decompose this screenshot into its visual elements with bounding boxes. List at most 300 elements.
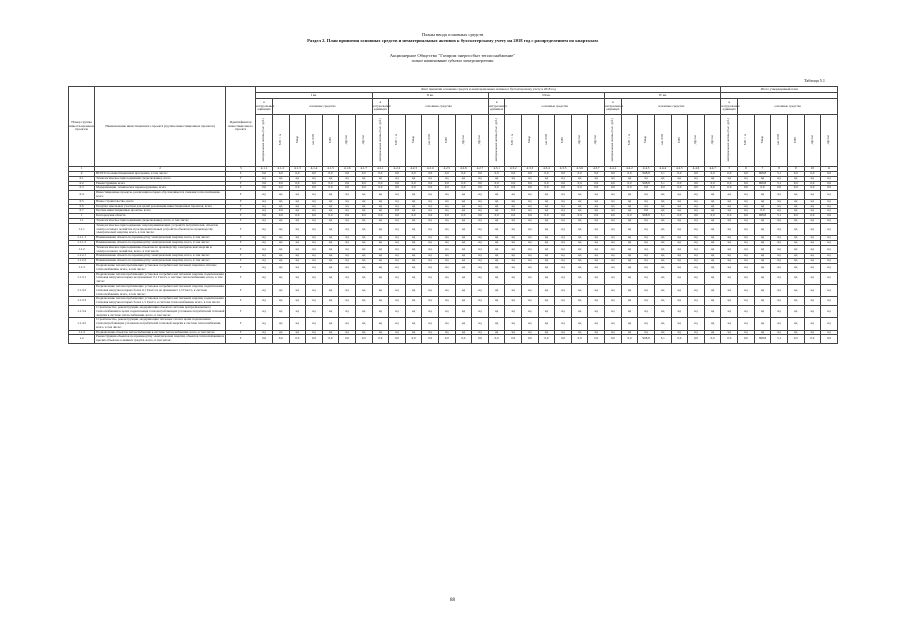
data-cell: нд <box>771 209 788 214</box>
subcol-label: МВт <box>676 136 681 143</box>
index-cell: 4.2.1 <box>372 167 389 172</box>
data-cell: нд <box>372 254 389 259</box>
data-cell: нд <box>654 284 671 296</box>
data-cell: нд <box>754 263 771 272</box>
data-cell: нд <box>438 330 455 335</box>
data-cell: нд <box>754 330 771 335</box>
data-cell: нд <box>638 204 655 209</box>
data-cell: 0,0 <box>538 335 555 344</box>
data-cell: 0,0 <box>306 186 323 191</box>
group-money: в натуральных единицах <box>721 99 738 115</box>
row-name: Наименование объекта по производству электрической энергии, всего, в том числе: <box>95 236 226 241</box>
index-cell: 4.3.5 <box>555 167 572 172</box>
data-cell: нд <box>256 176 273 181</box>
row-number: 1.1.4.5 <box>69 318 95 330</box>
data-cell: 0,0 <box>738 186 755 191</box>
row-name: Технологическое присоединение энергопринимающих устройств потребителей, объектов электросетевого хозяйства и распределительных устройств объектов по производству электрической энергии, всего, в том числе: <box>95 223 226 235</box>
row-id: Г <box>226 172 256 177</box>
data-cell: 0,0 <box>605 186 622 191</box>
subcol-header <box>389 115 406 167</box>
index-cell: 4.2.7 <box>472 167 489 172</box>
data-cell: 0,0 <box>538 186 555 191</box>
data-cell: нд <box>771 272 788 284</box>
data-cell: нд <box>355 236 372 241</box>
subcol-header <box>571 115 588 167</box>
data-cell: 0,0 <box>355 172 372 177</box>
data-cell: нд <box>804 330 821 335</box>
data-cell: 0,0 <box>738 181 755 186</box>
data-cell: нд <box>389 259 406 264</box>
data-cell: нд <box>621 284 638 296</box>
data-cell: 0,0 <box>787 214 804 219</box>
data-cell: 0,0 <box>455 186 472 191</box>
data-cell: нд <box>671 204 688 209</box>
data-cell: 0,0 <box>704 181 721 186</box>
data-cell: нд <box>771 218 788 223</box>
document-title: Планы ввода основных средств <box>421 32 484 37</box>
data-cell: 0,0 <box>522 214 539 219</box>
data-cell: 5,1 <box>654 214 671 219</box>
data-cell: 0,0 <box>621 335 638 344</box>
table-row <box>69 263 838 272</box>
data-cell: нд <box>555 305 572 317</box>
data-cell: нд <box>638 176 655 181</box>
data-cell: нд <box>339 240 356 245</box>
data-cell: 0,0 <box>821 186 838 191</box>
row-number: 0.2 <box>69 181 95 186</box>
data-cell: нд <box>505 318 522 330</box>
data-cell: 0,0 <box>804 214 821 219</box>
data-cell: нд <box>671 272 688 284</box>
data-cell: нд <box>256 199 273 204</box>
data-cell: нд <box>505 305 522 317</box>
data-cell: 0,0 <box>787 335 804 344</box>
subcol-label: Другое <box>344 134 349 145</box>
data-cell: нд <box>272 263 289 272</box>
data-cell: 0,0 <box>754 209 771 214</box>
table-row <box>69 272 838 284</box>
data-cell: 5,1 <box>771 181 788 186</box>
data-cell: нд <box>405 259 422 264</box>
data-cell: нд <box>306 199 323 204</box>
row-number: 0.5 <box>69 199 95 204</box>
index-cell: 4.3.3 <box>522 167 539 172</box>
data-cell: нд <box>505 245 522 254</box>
data-cell: нд <box>522 191 539 200</box>
data-cell: нд <box>256 259 273 264</box>
data-cell: нд <box>522 236 539 241</box>
data-cell: нд <box>522 223 539 235</box>
data-cell: нд <box>472 318 489 330</box>
subcol-label: МВт <box>443 136 448 143</box>
data-cell: 0,0 <box>505 335 522 344</box>
data-cell: нд <box>605 305 622 317</box>
subcol-header <box>289 115 306 167</box>
row-name: Строительство, реконструкция, модернизация объектов системы централизованного теплоснабжения в целях подключения теплопотребляющих установок потребителей тепловой энергии к системе теплоснабжения, всего, в том числе: <box>96 304 225 317</box>
index-cell: 3 <box>226 167 256 172</box>
data-cell: нд <box>355 284 372 296</box>
data-cell: 0,0 <box>522 186 539 191</box>
data-cell: нд <box>306 284 323 296</box>
data-cell: нд <box>754 240 771 245</box>
data-cell: нд <box>605 204 622 209</box>
row-number: 1.1.1 <box>69 223 95 235</box>
data-cell: нд <box>322 236 339 241</box>
data-cell: нд <box>505 204 522 209</box>
data-cell: нд <box>721 204 738 209</box>
data-cell: 0,0 <box>488 214 505 219</box>
data-cell: нд <box>638 254 655 259</box>
data-cell: нд <box>821 330 838 335</box>
data-cell: 0,0 <box>605 181 622 186</box>
row-name: Подключение объектов теплоснабжения к системе теплоснабжения, всего, в том числе: <box>95 330 226 335</box>
row-number: 1.1.3.3 <box>69 297 95 306</box>
data-cell: 0,0 <box>588 214 605 219</box>
subcol-label: Другое <box>477 134 482 145</box>
data-cell: нд <box>571 254 588 259</box>
data-cell: 0,0 <box>322 186 339 191</box>
table-row <box>69 305 838 317</box>
data-cell: нд <box>372 318 389 330</box>
data-cell: нд <box>588 191 605 200</box>
data-cell: нд <box>555 199 572 204</box>
data-cell: нд <box>771 245 788 254</box>
data-cell: 0,0 <box>455 172 472 177</box>
data-cell: нд <box>538 259 555 264</box>
data-cell: нд <box>654 330 671 335</box>
data-cell: нд <box>339 305 356 317</box>
data-cell: 0,0 <box>322 181 339 186</box>
data-cell: 0,0 <box>405 335 422 344</box>
data-cell: нд <box>771 204 788 209</box>
row-number: 1.1 <box>69 218 95 223</box>
data-cell: 0,0 <box>605 335 622 344</box>
data-cell: 0,0 <box>339 335 356 344</box>
data-cell: нд <box>339 199 356 204</box>
data-cell: нд <box>256 263 273 272</box>
data-cell: 0,0 <box>372 172 389 177</box>
data-cell: нд <box>688 263 705 272</box>
data-cell: нд <box>605 263 622 272</box>
data-cell: 0,0 <box>754 186 771 191</box>
row-id: Г <box>226 191 256 200</box>
data-cell: нд <box>488 330 505 335</box>
data-cell: нд <box>372 272 389 284</box>
col-header-number: Номер группы инвести-ционных проектов <box>69 87 95 167</box>
data-cell: 0,0 <box>738 172 755 177</box>
data-cell: нд <box>621 223 638 235</box>
data-cell: нд <box>505 223 522 235</box>
data-cell: нд <box>738 176 755 181</box>
data-cell: нд <box>754 284 771 296</box>
data-cell: нд <box>654 199 671 204</box>
index-cell: 4.2.5 <box>438 167 455 172</box>
data-cell: 0,0 <box>488 181 505 186</box>
data-cell: нд <box>389 218 406 223</box>
data-cell: нд <box>721 272 738 284</box>
data-cell: нд <box>355 223 372 235</box>
data-cell: нд <box>771 259 788 264</box>
data-cell: нд <box>704 259 721 264</box>
data-cell: нд <box>721 284 738 296</box>
data-cell: нд <box>306 330 323 335</box>
data-cell: нд <box>787 218 804 223</box>
data-cell: нд <box>671 240 688 245</box>
data-cell: 0,0 <box>721 335 738 344</box>
data-cell: нд <box>704 240 721 245</box>
data-cell: нд <box>289 176 306 181</box>
data-cell: нд <box>588 330 605 335</box>
data-cell: нд <box>289 318 306 330</box>
subcol-label: км ЛЭП <box>427 134 432 145</box>
data-cell: нд <box>704 254 721 259</box>
row-name: Реконструкция объектов по производству электрической энергии, объектов теплоснабжения и прочих объектов основных средств, всего, в том числе: <box>96 334 225 343</box>
data-cell: нд <box>538 272 555 284</box>
data-cell: нд <box>787 330 804 335</box>
data-cell: нд <box>821 318 838 330</box>
data-cell: нд <box>704 272 721 284</box>
data-cell: нд <box>505 284 522 296</box>
data-cell: нд <box>455 176 472 181</box>
data-cell: нд <box>721 305 738 317</box>
col-header-name: Наименование инвестиционного проекта (группы инвестиционных проектов) <box>95 87 226 167</box>
data-cell: нд <box>621 245 638 254</box>
row-number: 0.1 <box>69 176 95 181</box>
row-name: Белгородская область <box>95 214 226 219</box>
data-cell: нд <box>455 204 472 209</box>
data-cell: нд <box>322 209 339 214</box>
data-cell: 968,8 <box>638 335 655 344</box>
data-cell: 0,0 <box>605 172 622 177</box>
data-cell: нд <box>405 272 422 284</box>
data-cell: 5,1 <box>771 335 788 344</box>
data-cell: 0,0 <box>322 214 339 219</box>
data-cell: нд <box>455 191 472 200</box>
data-cell: нд <box>472 236 489 241</box>
data-cell: нд <box>704 284 721 296</box>
row-name: Подключение теплопотребляющих установок потребителей тепловой энергии, подключаемая тепловая нагрузка которых более 1,5 Гкал/ч, к системе теплоснабжения, всего, в том числе: <box>96 296 224 305</box>
data-cell: нд <box>787 204 804 209</box>
row-name: Инвестиционные проекты, реализация которых обуславливается схемами теплоснабжения, всего <box>95 191 226 200</box>
data-cell: нд <box>671 330 688 335</box>
row-number: 1.1.2.2 <box>69 259 95 264</box>
data-cell: нд <box>505 240 522 245</box>
data-cell: нд <box>289 209 306 214</box>
data-cell: нд <box>704 263 721 272</box>
row-name: Новое строительство, всего <box>95 199 226 204</box>
data-cell: нд <box>455 297 472 306</box>
data-cell: нд <box>538 204 555 209</box>
index-cell: 11 <box>821 167 838 172</box>
subcol-header <box>339 115 356 167</box>
data-cell: нд <box>322 245 339 254</box>
data-cell: нд <box>538 176 555 181</box>
data-cell: нд <box>771 199 788 204</box>
data-cell: нд <box>555 218 572 223</box>
data-cell: 0,0 <box>821 181 838 186</box>
data-cell: нд <box>488 305 505 317</box>
data-cell: нд <box>771 176 788 181</box>
data-cell: нд <box>638 245 655 254</box>
data-cell: нд <box>605 199 622 204</box>
data-cell: нд <box>405 191 422 200</box>
row-name: Технологическое присоединение объектов по производству электрической энергии и электросетевого хозяйства, всего, в том числе: <box>95 245 226 254</box>
subcol-label: Другое <box>826 134 831 145</box>
data-cell: 0,0 <box>372 335 389 344</box>
data-cell: нд <box>621 240 638 245</box>
data-cell: нд <box>505 218 522 223</box>
row-id: Г <box>226 318 256 330</box>
data-cell: нд <box>671 191 688 200</box>
data-cell: нд <box>704 318 721 330</box>
data-cell: нд <box>771 263 788 272</box>
data-cell: нд <box>455 272 472 284</box>
data-cell: нд <box>306 263 323 272</box>
data-cell: нд <box>555 297 572 306</box>
data-cell: нд <box>771 330 788 335</box>
data-cell: нд <box>322 318 339 330</box>
data-cell: нд <box>522 330 539 335</box>
data-cell: нд <box>621 191 638 200</box>
data-cell: 0,0 <box>372 181 389 186</box>
subcol-label: Другое <box>460 134 465 145</box>
data-cell: нд <box>771 305 788 317</box>
data-cell: нд <box>256 297 273 306</box>
data-cell: нд <box>621 259 638 264</box>
subcol-header <box>505 115 522 167</box>
data-cell: нд <box>322 330 339 335</box>
index-cell: 4.4.2 <box>621 167 638 172</box>
subcol-label: Другое <box>360 134 365 145</box>
subcol-label: км ЛЭП <box>543 134 548 145</box>
data-cell: 0,0 <box>256 214 273 219</box>
data-cell: 0,0 <box>621 214 638 219</box>
data-cell: нд <box>654 236 671 241</box>
data-cell: нд <box>671 236 688 241</box>
subcol-header <box>455 115 472 167</box>
data-cell: нд <box>422 204 439 209</box>
data-cell: нд <box>571 204 588 209</box>
data-cell: нд <box>488 218 505 223</box>
data-cell: 0,0 <box>355 335 372 344</box>
data-cell: 0,0 <box>256 181 273 186</box>
data-cell: нд <box>339 263 356 272</box>
subcol-header <box>654 115 671 167</box>
data-cell: нд <box>405 199 422 204</box>
data-cell: нд <box>256 254 273 259</box>
data-cell: нд <box>405 209 422 214</box>
data-cell: нд <box>804 223 821 235</box>
data-cell: нд <box>422 263 439 272</box>
data-cell: нд <box>804 191 821 200</box>
data-cell: 0,0 <box>704 214 721 219</box>
data-cell: нд <box>738 240 755 245</box>
row-id: Г <box>226 335 256 344</box>
data-cell: 0,0 <box>505 186 522 191</box>
data-cell: нд <box>588 259 605 264</box>
data-cell: нд <box>289 245 306 254</box>
data-cell: 0,0 <box>455 335 472 344</box>
data-cell: нд <box>787 236 804 241</box>
data-cell: нд <box>488 297 505 306</box>
subcol-label: МВт <box>560 136 565 143</box>
data-cell: нд <box>654 218 671 223</box>
data-cell: нд <box>256 240 273 245</box>
data-cell: нд <box>522 259 539 264</box>
index-cell: 4.3.1 <box>488 167 505 172</box>
data-cell: нд <box>787 272 804 284</box>
subcol-header <box>256 115 273 167</box>
data-cell: нд <box>621 297 638 306</box>
data-cell: нд <box>522 284 539 296</box>
data-cell: нд <box>555 272 572 284</box>
data-cell: нд <box>522 240 539 245</box>
data-cell: нд <box>289 218 306 223</box>
data-cell: нд <box>804 259 821 264</box>
data-cell: нд <box>555 191 572 200</box>
data-cell: 968,8 <box>638 172 655 177</box>
data-cell: 0,0 <box>638 186 655 191</box>
data-cell: нд <box>455 236 472 241</box>
data-cell: 0,0 <box>488 186 505 191</box>
row-id: Г <box>226 254 256 259</box>
data-cell: нд <box>339 245 356 254</box>
data-cell: 0,0 <box>821 214 838 219</box>
data-cell: нд <box>605 318 622 330</box>
data-cell: нд <box>355 259 372 264</box>
data-cell: 0,0 <box>438 172 455 177</box>
index-cell: 10 <box>804 167 821 172</box>
data-cell: нд <box>272 236 289 241</box>
data-cell: нд <box>322 297 339 306</box>
data-cell: нд <box>738 259 755 264</box>
data-cell: нд <box>588 318 605 330</box>
data-cell: 5,1 <box>654 172 671 177</box>
data-cell: нд <box>704 236 721 241</box>
data-cell: нд <box>488 236 505 241</box>
data-cell: нд <box>372 223 389 235</box>
data-cell: нд <box>389 204 406 209</box>
data-cell: нд <box>704 330 721 335</box>
data-cell: нд <box>771 318 788 330</box>
data-cell: нд <box>488 259 505 264</box>
data-cell: 0,0 <box>671 172 688 177</box>
data-cell: нд <box>372 209 389 214</box>
data-cell: нд <box>688 176 705 181</box>
data-cell: нд <box>605 297 622 306</box>
data-cell: нд <box>422 259 439 264</box>
data-cell: нд <box>538 330 555 335</box>
subcol-header <box>671 115 688 167</box>
subcol-header <box>771 115 788 167</box>
subcol-label: МВ×А <box>743 134 748 146</box>
data-cell: нд <box>538 199 555 204</box>
data-cell: 0,0 <box>688 181 705 186</box>
data-cell: 0,0 <box>306 172 323 177</box>
data-cell: нд <box>821 259 838 264</box>
data-cell: нд <box>588 254 605 259</box>
data-cell: нд <box>505 254 522 259</box>
data-cell: 0,0 <box>721 172 738 177</box>
data-cell: нд <box>438 240 455 245</box>
data-cell: нд <box>621 199 638 204</box>
data-cell: нд <box>638 259 655 264</box>
data-cell: нд <box>804 318 821 330</box>
data-cell: нд <box>738 263 755 272</box>
data-cell: нд <box>771 191 788 200</box>
data-cell: нд <box>538 218 555 223</box>
data-cell: нд <box>455 284 472 296</box>
